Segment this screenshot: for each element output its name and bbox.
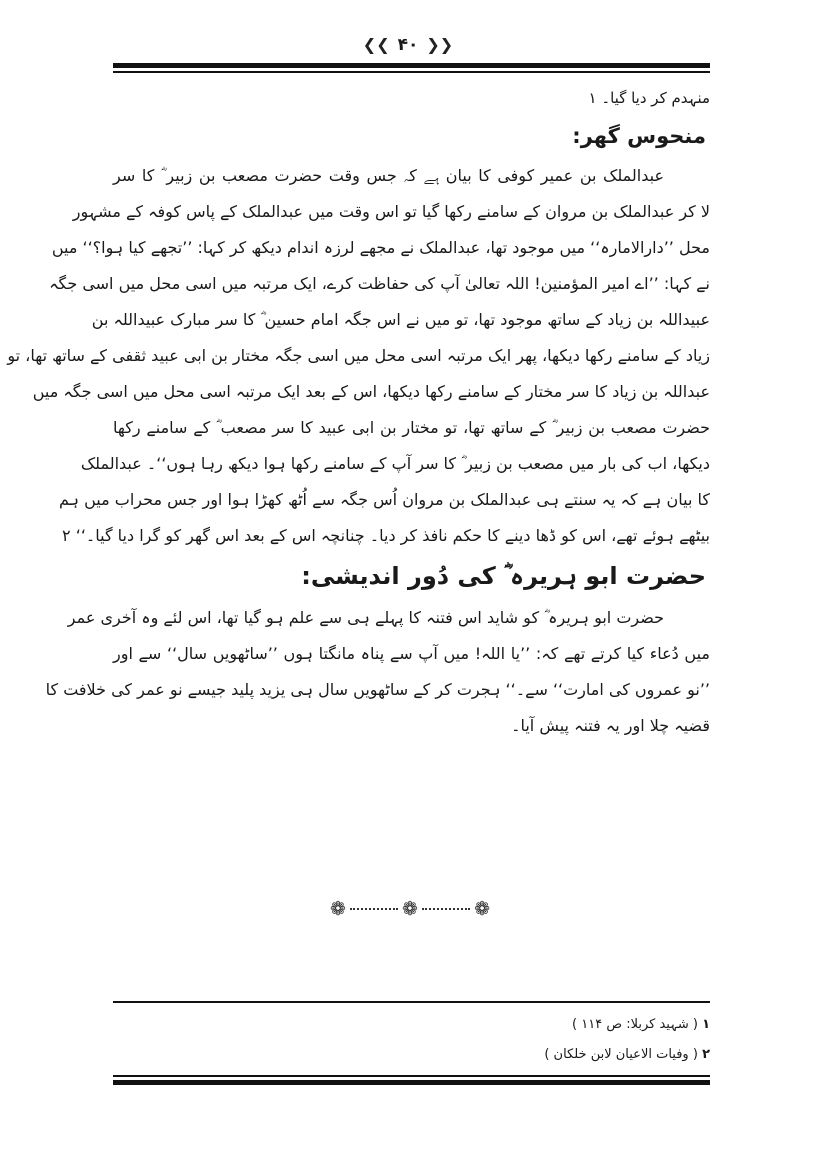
paragraph-line: میں دُعاء کیا کرتے تھے کہ: ’’یا اللہ! میں آپ سے پناہ مانگتا ہوں ’’ساٹھویں سال‘‘ سے اور	[113, 644, 710, 663]
paragraph-2	[45, 600, 710, 744]
section-heading-manhoos-ghar: منحوس گھر:	[572, 124, 706, 148]
header-rule-thin	[113, 71, 710, 73]
paragraph-line: لا کر عبدالملک بن مروان کے سامنے رکھا گیا تو اس وقت میں عبدالملک کے پاس کوفہ کے مشہور	[72, 202, 710, 221]
header-rule-thick	[113, 63, 710, 68]
footnote-marker: ۱	[702, 1017, 710, 1032]
paragraph-line: زیاد کے سامنے رکھا دیکھا، پھر ایک مرتبہ اسی محل میں اسی جگہ مختار بن ابی عبید ثقفی کے ساتھ تھا، تو	[7, 346, 710, 365]
dotted-line	[350, 908, 398, 910]
paragraph-line: قضیہ چلا اور یہ فتنہ پیش آیا۔	[511, 716, 710, 735]
footnote-text: ( شہید کربلا: ص ۱۱۴ )	[572, 1017, 698, 1032]
opening-line: منہدم کر دیا گیا۔ ۱	[588, 89, 710, 107]
right-ornament-icon: ❯❯	[426, 35, 454, 54]
paragraph-line: عبداللہ بن زیاد کا سر مختار کے سامنے رکھا دیکھا، اس کے بعد ایک مرتبہ اسی محل میں اسی جگہ میں	[32, 382, 710, 401]
dotted-line	[422, 908, 470, 910]
page-number: ۴۰	[397, 35, 419, 55]
paragraph-line: حضرت ابو ہریرہ ؓ کو شاید اس فتنہ کا پہلے ہی سے علم ہو گیا تھا، اس لئے وہ آخری عمر	[67, 608, 664, 627]
section-divider	[330, 898, 490, 920]
paragraph-line: ’’نو عمروں کی امارت‘‘ سے۔‘‘ ہجرت کر کے ساٹھویں سال ہی یزید پلید جیسے نو عمر کی خلافت کا	[45, 680, 710, 699]
page-header	[0, 30, 816, 64]
page-body	[7, 80, 710, 744]
paragraph-line: نے کہا: ’’اے امیر المؤمنین! اللہ تعالیٰ آپ کی حفاظت کرے، ایک مرتبہ میں اسی محل میں اسی جگہ	[49, 274, 710, 293]
paragraph-line: عبدالملک بن عمیر کوفی کا بیان ہے کہ جس وقت حضرت مصعب بن زبیر ؓ کا سر	[113, 166, 664, 185]
paragraph-line: عبیداللہ بن زیاد کے ساتھ موجود تھا، تو میں نے اس جگہ امام حسین ؓ کا سر مبارک عبیداللہ بن	[91, 310, 710, 329]
footer-rule-thin	[113, 1075, 710, 1077]
paragraph-line: بیٹھے ہوئے تھے، اس کو ڈھا دینے کا حکم نافذ کر دیا۔ چنانچہ اس کے بعد اس گھر کو گرا دیا گیا۔‘‘ ۲	[62, 526, 710, 545]
paragraph-line: کا بیان ہے کہ یہ سنتے ہی عبدالملک بن مروان اُس جگہ سے اُٹھ کھڑا ہوا اور جس محراب میں ہم	[59, 490, 710, 509]
footnote-item	[113, 1010, 710, 1040]
section-heading-abu-hurairah: حضرت ابو ہریرہ ؓ کی دُور اندیشی:	[301, 562, 706, 590]
paragraph-line: دیکھا، اب کی بار میں مصعب بن زبیر ؓ کا سر آپ کے سامنے رکھا ہوا دیکھ رہا ہوں‘‘۔ عبدالملک	[80, 454, 710, 473]
footnote-text: ( وفیات الاعیان لابن خلکان )	[544, 1047, 698, 1062]
footnote-rule	[113, 1001, 710, 1003]
paragraph-line: حضرت مصعب بن زبیر ؓ کے ساتھ تھا، تو مختار بن ابی عبید کا سر مصعب ؓ کے سامنے رکھا	[113, 418, 710, 437]
footnotes	[113, 1010, 710, 1070]
footnote-item	[113, 1040, 710, 1070]
page-number-frame	[360, 30, 456, 60]
left-ornament-icon: ❮❮	[362, 35, 390, 54]
flower-icon: ❁	[474, 897, 491, 920]
footer-rule-thick	[113, 1080, 710, 1085]
paragraph-1	[7, 158, 710, 554]
paragraph-line: محل ’’دارالامارہ‘‘ میں موجود تھا، عبدالملک نے مجھے لرزہ اندام دیکھ کر کہا: ’’تجھے کیا ہوا؟‘‘ میں	[51, 238, 710, 257]
footnote-marker: ۲	[702, 1047, 710, 1062]
flower-icon: ❁	[330, 897, 346, 920]
flower-icon: ❁	[402, 897, 418, 920]
